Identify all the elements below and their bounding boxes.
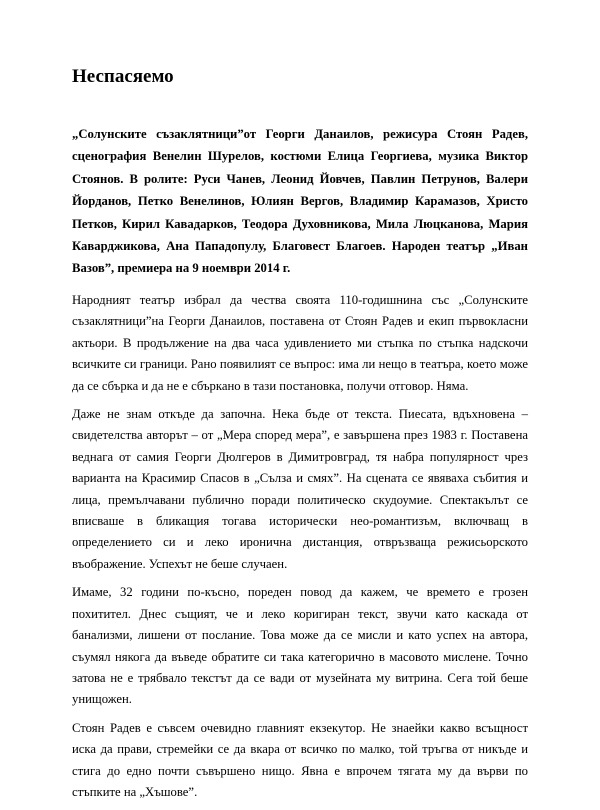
- paragraph: Даже не знам откъде да започна. Нека бъде от текста. Пиесата, вдъхновена – свидетелства авторът – от „Мера според мера”, е завършена през 1983 г. Поставена веднага от самия Георги Дюлгеров в Димитровград, тя набра популярност чрез варианта на Красимир Спасов в „Сълза и смях”. На сцената се явяваха събития и лица, премълчавани публично поради политическо скудоумие. Спектакълът се вписваше в бликащия тогава исторически нео-романтизъм, включващ в определението си и леко иронична дистанция, отвръзваща режисьорското въображение. Успехът не беше случаен.: [72, 407, 528, 571]
- paragraph: Стоян Радев е съвсем очевидно главният екзекутор. Не знаейки какво всъщност иска да прави, стремейки се да вкара от всичко по малко, той тръгва от никъде и стига до едно почти съвършено нищо. Явна е впрочем тягата му да върви по стъпките на „Хъшове”.: [72, 720, 528, 799]
- paragraph: Имаме, 32 години по-късно, пореден повод да кажем, че времето е грозен похитител. Днес същият, че и леко коригиран текст, звучи като каскада от банализми, лишени от послание. Това може да се мисли и като успех на автора, съумял някога да въведе обратите си така категорично в масовото мислене. Точно затова не е трябвало текстът да се вади от музейната му витрина. Сега той беше унищожен.: [72, 585, 528, 707]
- article-body: [72, 290, 528, 810]
- article-title: Неспасяемо: [72, 66, 174, 87]
- paragraph: Народният театър избрал да чества своята 110-годишнина със „Солунските съзаклятници”на Георги Данаилов, поставена от Стоян Радев и екип първокласни актьори. В продължение на два часа удивлението ми стъпка по стъпка надскочи всичките си граници. Рано появилият се въпрос: има ли нещо в театъра, което може да се сбърка и да не е сбъркано в тази постановка, получи отговор. Няма.: [72, 293, 528, 393]
- production-credits: „Солунските съзаклятници”от Георги Данаилов, режисура Стоян Радев, сценография Венелин Шурелов, костюми Елица Георгиева, музика Виктор Стоянов. В ролите: Руси Чанев, Леонид Йовчев, Павлин Петрунов, Валери Йорданов, Петко Венелинов, Юлиян Вергов, Владимир Карамазов, Христо Петков, Кирил Кавадарков, Теодора Духовникова, Мила Люцканова, Мария Каварджикова, Ана Пападопулу, Благовест Благоев. Народен театър „Иван Вазов”, премиера на 9 ноември 2014 г.: [72, 127, 528, 276]
